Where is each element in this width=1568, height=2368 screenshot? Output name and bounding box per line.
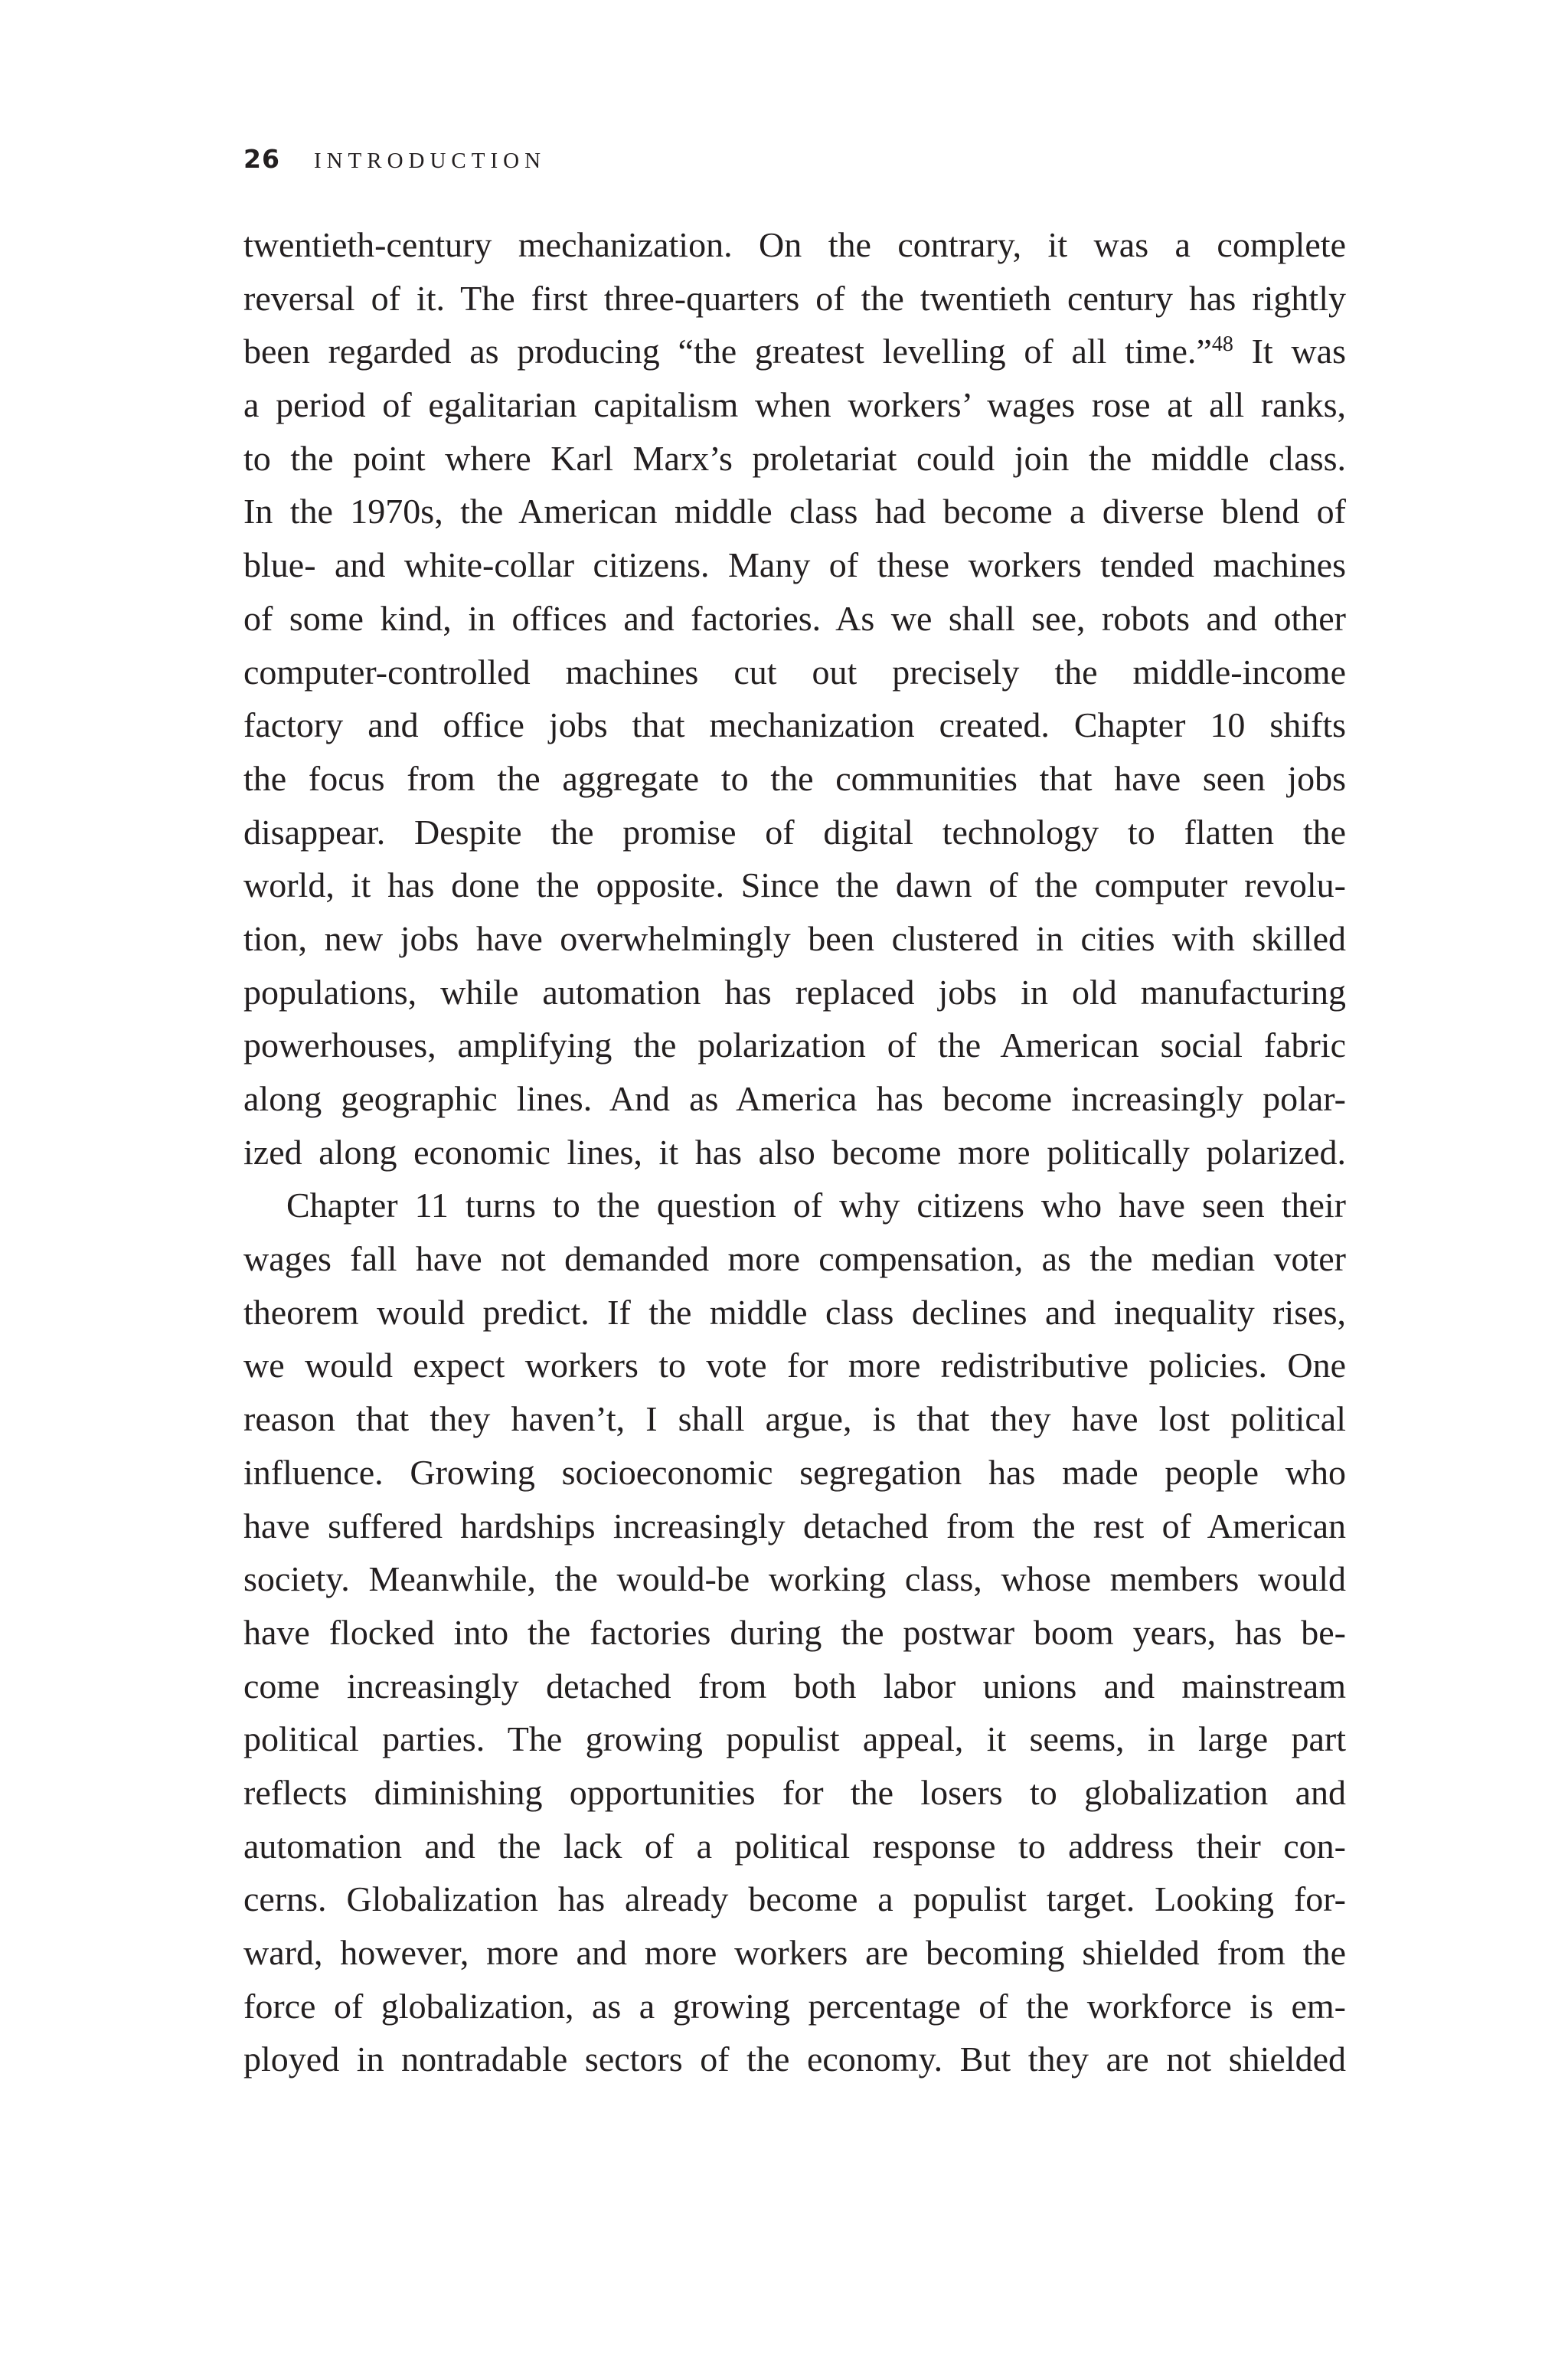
text-line-segment: been regarded as producing “the greatest levelling of all time.” [243, 332, 1212, 371]
text-line: political parties. The growing populist appeal, it seems, in large part [243, 1719, 1346, 1759]
text-line: populations, while automation has replaced jobs in old manufacturing [243, 972, 1346, 1012]
text-line: come increasingly detached from both labor unions and mainstream [243, 1666, 1346, 1706]
body-text [243, 218, 1346, 2086]
text-line: force of globalization, as a growing percentage of the workforce is em- [243, 1986, 1346, 2026]
text-line: computer-controlled machines cut out precisely the middle-income [243, 652, 1346, 692]
text-line: have flocked into the factories during the postwar boom years, has be- [243, 1612, 1346, 1652]
text-line: blue- and white-collar citizens. Many of these workers tended machines [243, 545, 1346, 585]
running-head [243, 144, 546, 182]
text-line: tion, new jobs have overwhelmingly been clustered in cities with skilled [243, 918, 1346, 958]
text-line: reason that they haven’t, I shall argue, is that they have lost political [243, 1399, 1346, 1439]
text-line: wages fall have not demanded more compensation, as the median voter [243, 1239, 1346, 1279]
text-line: twentieth-century mechanization. On the contrary, it was a complete [243, 225, 1346, 264]
text-line: influence. Growing socioeconomic segregation has made people who [243, 1452, 1346, 1492]
paragraph-1 [243, 218, 1346, 1179]
text-line: powerhouses, amplifying the polarization of the American social fabric [243, 1025, 1346, 1065]
page-number: 26 [243, 144, 280, 174]
text-line: ward, however, more and more workers are becoming shielded from the [243, 1933, 1346, 1972]
text-line: reflects diminishing opportunities for the losers to globalization and [243, 1772, 1346, 1812]
text-line: In the 1970s, the American middle class had become a diverse blend of [243, 492, 1346, 531]
text-line-segment: It was [1233, 332, 1346, 371]
text-line: automation and the lack of a political response to address their con- [243, 1826, 1346, 1866]
text-line: theorem would predict. If the middle class declines and inequality rises, [243, 1292, 1346, 1332]
text-line: cerns. Globalization has already become a populist target. Looking for- [243, 1879, 1346, 1919]
text-line: ployed in nontradable sectors of the economy. But they are not shielded [243, 2039, 1346, 2079]
text-line: factory and office jobs that mechanization created. Chapter 10 shifts [243, 705, 1346, 745]
text-line: the focus from the aggregate to the communities that have seen jobs [243, 758, 1346, 798]
text-line: of some kind, in offices and factories. As we shall see, robots and other [243, 598, 1346, 638]
paragraph-2 [243, 1179, 1346, 2086]
text-line: have suffered hardships increasingly detached from the rest of American [243, 1506, 1346, 1545]
text-line: a period of egalitarian capitalism when workers’ wages rose at all ranks, [243, 385, 1346, 425]
text-line: ized along economic lines, it has also become more politically polarized. [243, 1132, 1346, 1172]
text-line: we would expect workers to vote for more redistributive policies. One [243, 1346, 1346, 1385]
text-line [243, 325, 1346, 378]
text-line: world, it has done the opposite. Since the dawn of the computer revolu- [243, 865, 1346, 905]
text-line: to the point where Karl Marx’s proletariat could join the middle class. [243, 438, 1346, 478]
text-line: Chapter 11 turns to the question of why citizens who have seen their [286, 1186, 1346, 1225]
section-title: INTRODUCTION [313, 149, 547, 173]
text-line: society. Meanwhile, the would-be working class, whose members would [243, 1559, 1346, 1599]
text-line: along geographic lines. And as America has become increasingly polar- [243, 1079, 1346, 1118]
text-line: reversal of it. The first three-quarters of the twentieth century has rightly [243, 278, 1346, 318]
text-line: disappear. Despite the promise of digital technology to flatten the [243, 812, 1346, 852]
endnote-reference[interactable]: 48 [1211, 332, 1233, 357]
